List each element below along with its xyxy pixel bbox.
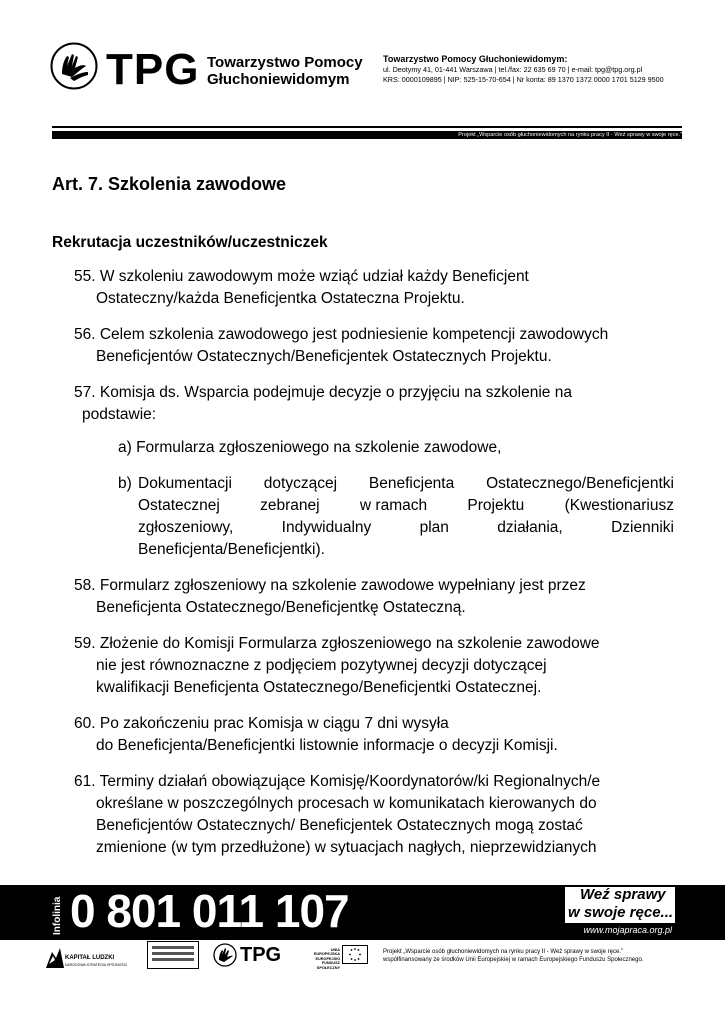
sub-item-line [138,517,674,539]
item-line: 61. Terminy działań obowiązujące Komisję/Koordynatorów/ki Regionalnych/e [74,773,601,790]
org-name-line-1: Towarzystwo Pomocy [207,54,363,71]
sub-item-a [118,437,501,459]
org-name-line-2: Głuchoniewidomym [207,71,350,88]
word: Ostatecznego/Beneficjentki [486,475,674,492]
list-item-60 [74,713,558,757]
kl-line-2: NARODOWA STRATEGIA SPÓJNOŚCI [65,963,128,967]
sub-item-line [138,473,674,495]
tpg-small-text: TPG [240,944,282,966]
partner-logo-icon [147,941,199,969]
item-line: podstawie: [82,406,157,423]
list-item-61 [74,771,600,859]
sub-item-b [118,473,674,561]
section-subheading: Rekrutacja uczestników/uczestniczek [52,234,328,251]
kl-line-1: KAPITAŁ LUDZKI [65,955,115,961]
list-item-56 [74,324,608,368]
sub-item-label: b) [118,475,132,492]
word: plan [419,519,449,536]
list-item-59 [74,633,600,699]
word: (Kwestionariusz [564,497,674,514]
footer-project-line-2: współfinansowany ze środków Unii Europejskiej w ramach Europejskiego Funduszu Społecznego. [383,957,644,963]
infolinia-text: Infolinia [52,896,63,935]
website-link[interactable]: www.mojapraca.org.pl [583,925,672,935]
eu-flag-icon [342,945,368,964]
item-line: Beneficjentów Ostatecznych/Beneficjentek Ostatecznych Projektu. [96,348,552,365]
item-line: 59. Złożenie do Komisji Formularza zgłoszeniowego na szkolenie zawodowe [74,635,600,652]
item-line: Beneficjentów Ostatecznych/ Beneficjentek Ostatecznych mogą zostać [96,817,583,834]
list-item-58 [74,575,586,619]
word: zgłoszeniowy, [138,519,234,536]
slogan-line-2: w swoje ręce... [568,904,674,921]
footer-project-line-1: Projekt „Wsparcie osób głuchoniewidomych na rynku pracy II - Weź sprawy w swoje ręce.” [383,949,623,955]
eu-fund-text: UNIA EUROPEJSKA EUROPEJSKI FUNDUSZ SPOŁECZNY [313,948,340,970]
item-line: Beneficjenta Ostatecznego/Beneficjentkę Ostateczną. [96,599,466,616]
word: Ostatecznej [138,497,220,514]
contact-title: Towarzystwo Pomocy Głuchoniewidomym: [383,54,568,64]
item-line: 58. Formularz zgłoszeniowy na szkolenie zawodowe wypełniany jest przez [74,577,586,594]
contact-registry-line: KRS: 0000109895 | NIP: 525-15-70-654 | Nr konta: 89 1370 1372 0000 1701 5129 9500 [383,74,664,84]
word: dotyczącej [263,475,338,492]
item-line: 56. Celem szkolenia zawodowego jest podniesienie kompetencji zawodowych [74,326,609,343]
word: zebranej [260,497,320,514]
item-line: 60. Po zakończeniu prac Komisja w ciągu 7 dni wysyła [74,715,449,732]
header-divider [52,126,682,128]
item-line: 55. W szkoleniu zawodowym może wziąć udział każdy Beneficjent [74,268,529,285]
infolinia-label [45,890,67,936]
sub-item-line: a) Formularza zgłoszeniowego na szkolenie zawodowe, [118,439,502,456]
sub-item-line: Beneficjenta/Beneficjentki). [138,541,325,558]
tpg-logo-text: TPG [106,45,200,94]
item-line: kwalifikacji Beneficjenta Ostatecznego/Beneficjentki Ostatecznej. [96,679,542,696]
word: Indywidualny [281,519,372,536]
word: Projektu [467,497,525,514]
slogan-line-1: Weź sprawy [580,886,666,903]
item-line: do Beneficjenta/Beneficjentki listownie informacje o decyzji Komisji. [96,737,558,754]
contact-address-line: ul. Deotymy 41, 01-441 Warszawa | tel./fax: 22 635 69 70 | e-mail: tpg@tpg.org.pl [383,65,643,74]
hands-logo-icon [50,42,98,90]
kapital-ludzki-text [65,955,127,969]
word: działania, [497,519,563,536]
article-heading: Art. 7. Szkolenia zawodowe [52,174,287,194]
item-line: zmienione (w tym przedłużone) w sytuacjach nagłych, nieprzewidzianych [96,839,597,856]
footer-project-note [383,948,643,964]
word: Beneficjenta [368,475,455,492]
hotline-number: 0 801 011 107 [70,885,349,937]
organization-name [207,54,363,88]
item-line: 57. Komisja ds. Wsparcia podejmuje decyzje o przyjęciu na szkolenie na [74,384,572,401]
list-item-55 [74,266,529,310]
item-line: nie jest równoznaczne z podjęciem pozytywnej decyzji dotyczącej [96,657,547,674]
word: w ramach [359,497,428,514]
contact-block [383,53,664,84]
word: Dzienniki [611,519,674,536]
header-project-note: Projekt „Wsparcie osób głuchoniewidomych na rynku pracy II - Weź sprawy w swoje ręce.” [458,132,682,138]
list-item-57 [74,382,572,426]
word: Dokumentacji [138,475,232,492]
item-line: Ostateczny/każda Beneficjentka Ostateczna Projektu. [96,290,465,307]
sub-item-line [138,495,674,517]
item-line: określane w poszczególnych procesach w komunikatach kierowanych do [96,795,597,812]
